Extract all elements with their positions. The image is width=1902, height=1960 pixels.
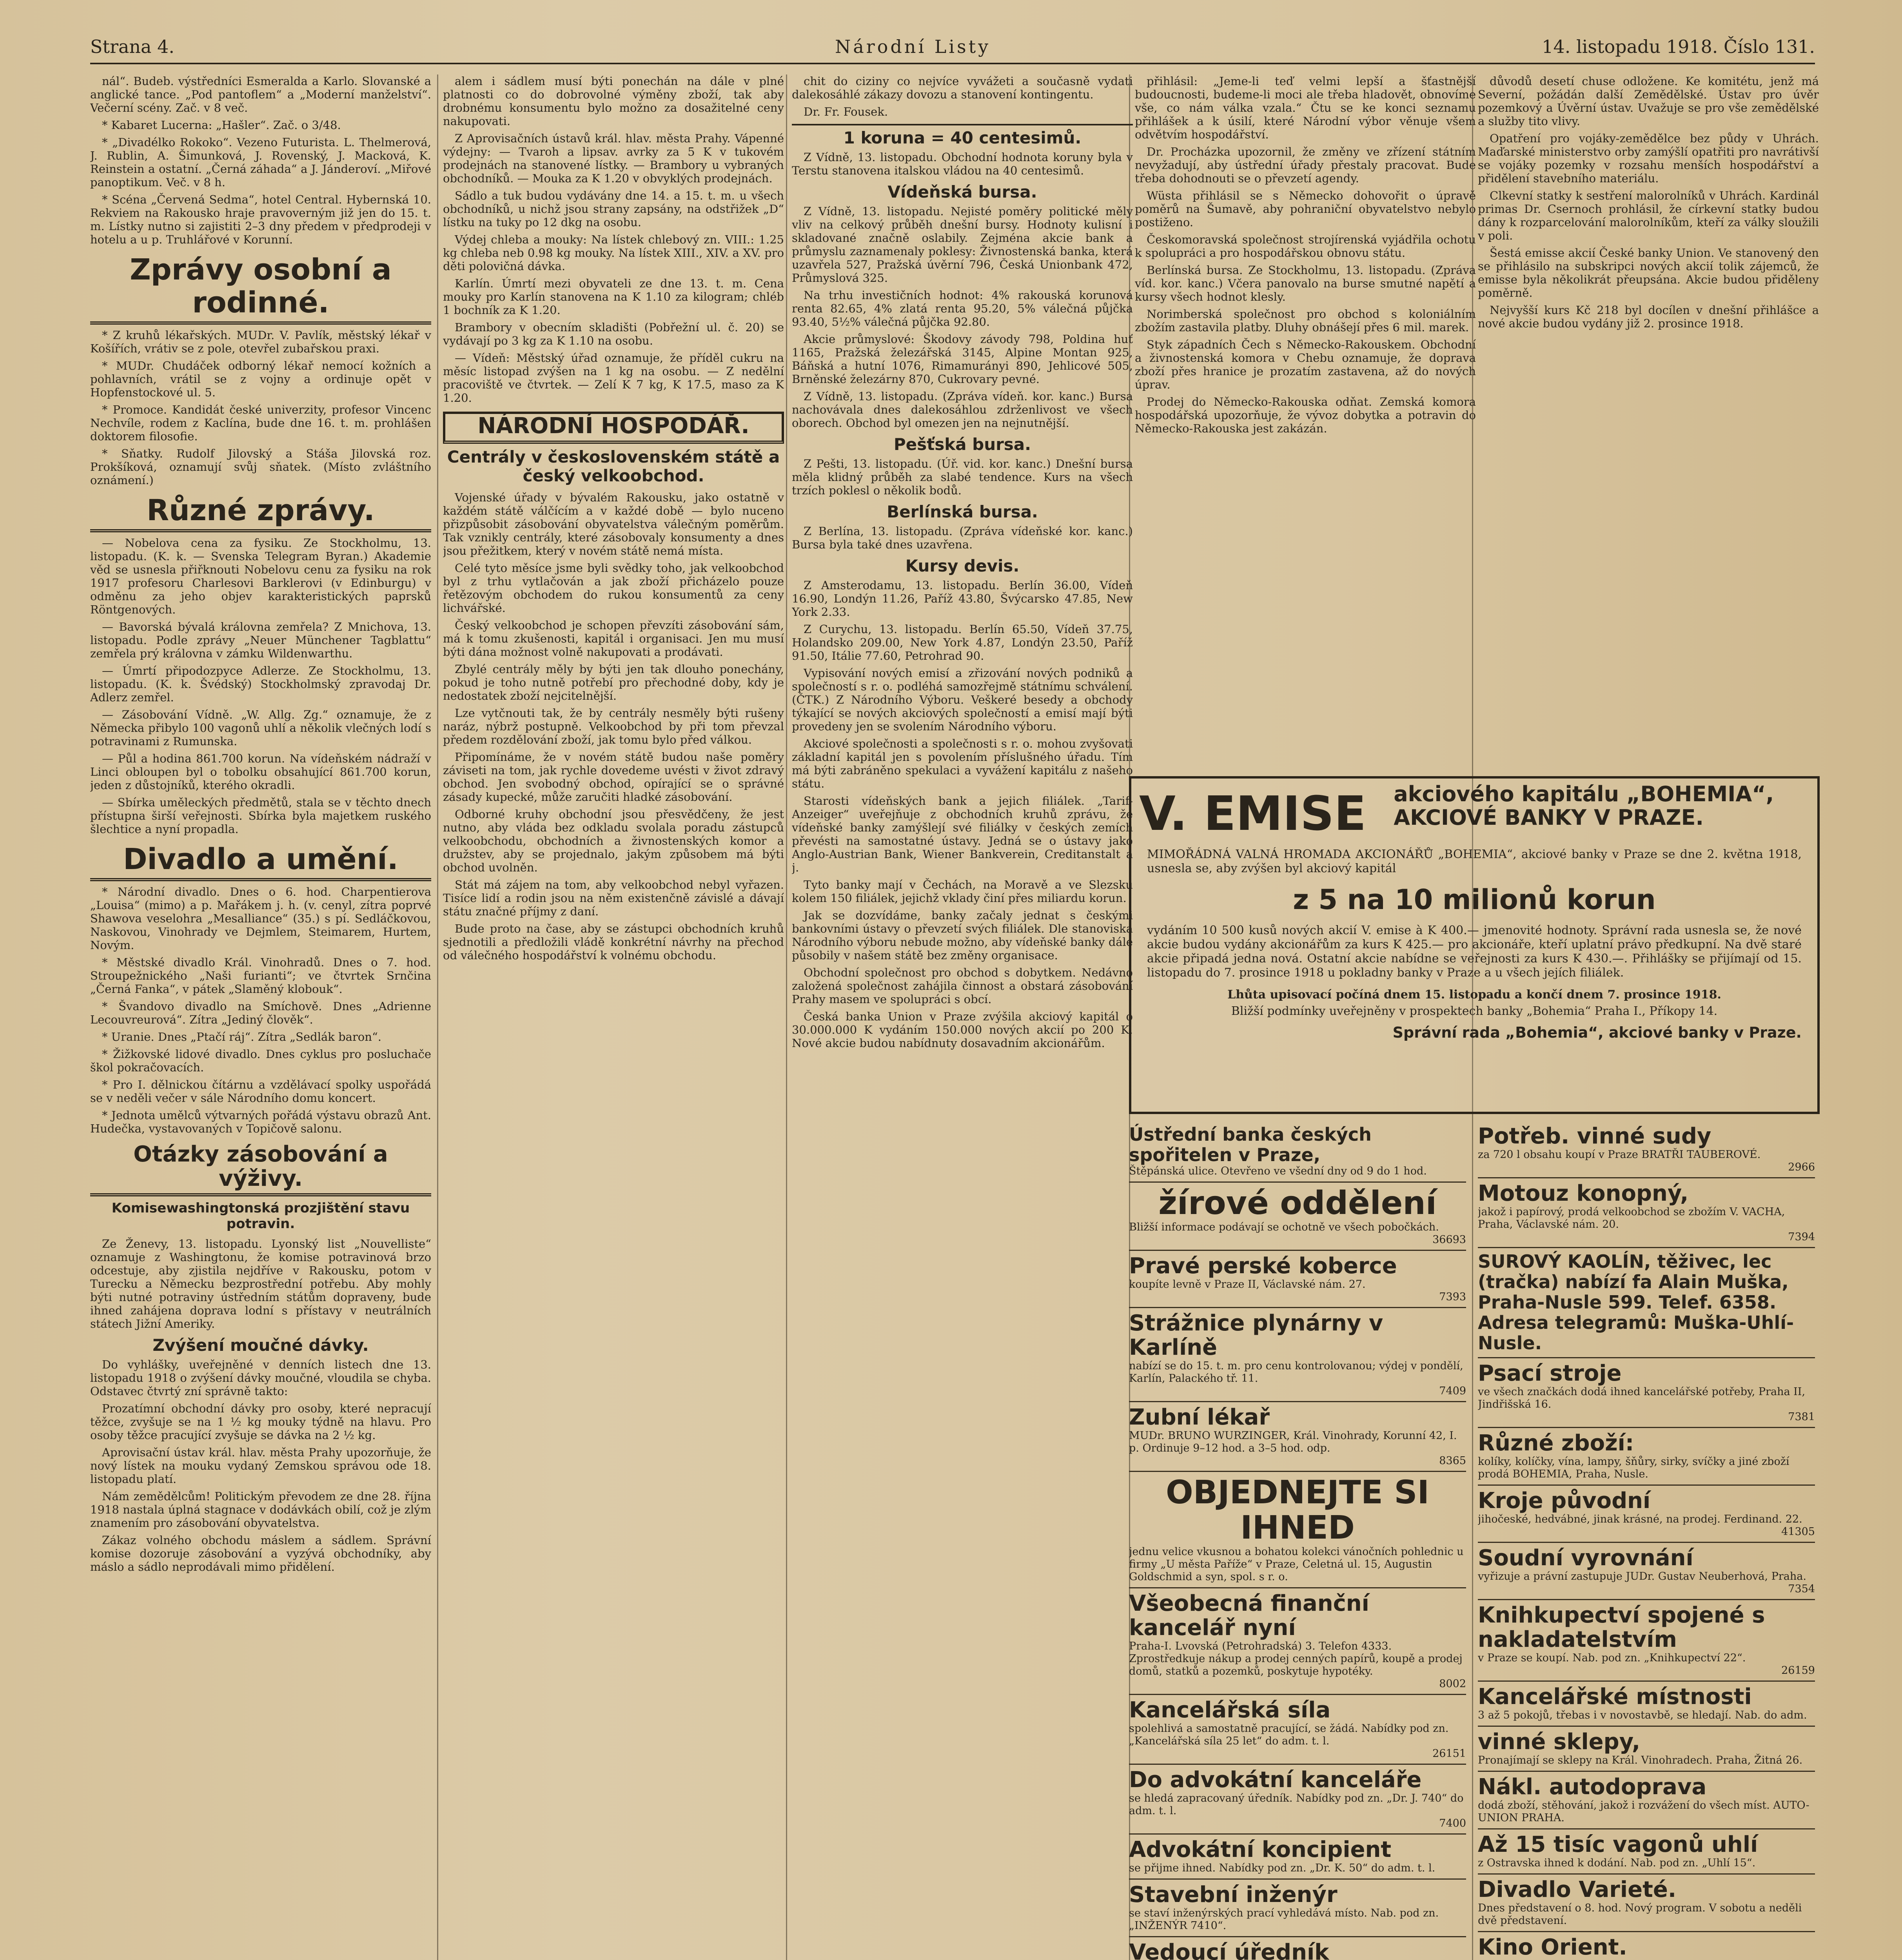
paragraph: Českomoravská společnost strojírenská vyjádřila ochotu k spolupráci a pro hospodářskou obnovu státu. (1135, 233, 1476, 260)
paragraph: chit do ciziny co nejvíce vyvážeti a současně vydati dalekosáhlé zákazy dovozu a stanovení kontingentu. (792, 74, 1133, 101)
berlin-bourse-title: Berlínská bursa. (887, 502, 1038, 521)
emission-amount: z 5 na 10 milionů korun (1293, 884, 1656, 916)
classified-ad (1129, 1880, 1466, 1937)
ad-text: Bližší informace podávají se ochotně ve všech pobočkách. (1129, 1221, 1439, 1233)
paragraph: nál“. Budeb. výstředníci Esmeralda a Karlo. Slovanské a anglické tance. „Pod pantoflem“ a „Moderní manželství“. Večerní scény. Zač. v 8 več. (90, 74, 431, 114)
ad-text: se hledá zapracovaný úředník. Nabídky pod zn. „Dr. J. 740“ do adm. t. l. (1129, 1792, 1464, 1817)
paragraph: Celé tyto měsíce jsme byli svědky toho, jak velkoobchod byl z trhu vytlačován a jak zboží přicházelo pouze řetězovým obchodem do rukou konsumentů za ceny lichvářské. (443, 561, 784, 615)
paragraph: Wüsta přihlásil se s Německo dohovořit o úpravě poměrů na Šumavě, aby pohraniční obyvatelstvo nebylo postiženo. (1135, 189, 1476, 229)
paragraph: Výdej chleba a mouky: Na lístek chlebový zn. VIII.: 1.25 kg chleba neb 0.98 kg mouky. Na lístek XIII., XIV. a XV. pro děti polovičná dávka. (443, 233, 784, 273)
paragraph: — Zásobování Vídně. „W. Allg. Zg.“ oznamuje, že z Německa přibylo 100 vagonů uhlí a několik vlečných lodí s potravinami z Rumunska. (90, 708, 431, 748)
ad-heading: Knihkupectví spojené s nakladatelstvím (1478, 1602, 1765, 1652)
ad-heading: Ústřední banka českých spořitelen v Praze, (1129, 1124, 1372, 1165)
paragraph: Berlínská bursa. Ze Stockholmu, 13. listopadu. (Zpráva víd. kor. kanc.) Včera panovalo na burse smutné napětí a kursy všech hodnot klesly. (1135, 263, 1476, 303)
exchange-rates-title: Kursy devis. (905, 556, 1020, 575)
paragraph: * Švandovo divadlo na Smíchově. Dnes „Adrienne Lecouvreurová“. Zítra „Jediný člověk“. (90, 1000, 431, 1026)
paragraph: Vojenské úřady v bývalém Rakousku, jako ostatně v každém státě válčícím a v každé době — bylo nuceno přizpůsobit zásobování obyvatelstva válečným poměrům. Tak vznikly centrály, které zásobovaly konsumenty a dnes jsou přežitkem, který v novém státě nemá místa. (443, 491, 784, 557)
page-number: Strana 4. (90, 36, 174, 57)
pest-bourse-title: Pešťská bursa. (893, 435, 1031, 454)
column-rule (786, 74, 787, 1960)
ad-heading: OBJEDNEJTE SI IHNED (1165, 1474, 1429, 1546)
ad-text: 3 až 5 pokojů, třebas i v novostavbě, se hledají. Nab. do adm. (1478, 1709, 1807, 1721)
ad-heading: Psací stroje (1478, 1361, 1622, 1386)
paragraph: Dr. Procházka upozornil, že změny ve zřízení státním nevyžadují, aby ústřední úřady přestaly pracovat. Bude třeba dohodnouti se o převzetí agendy. (1135, 145, 1476, 185)
ad-code: 26151 (1432, 1748, 1466, 1760)
paragraph: * „Divadélko Rokoko“. Vezeno Futurista. L. Thelmerová, J. Rublin, A. Šimunková, J. Rovenský, J. Macková, K. Reinstein a ostatní. „Černá záhada“ a J. Jánderoví. „Miřové panoptikum. Več. v 8 h. (90, 136, 431, 189)
ad-text: nabízí se do 15. t. m. pro cenu kontrolovanou; výdej v pondělí, Karlín, Palackého tř. 11. (1129, 1360, 1463, 1385)
paragraph: Odborné kruhy obchodní jsou přesvědčeny, že jest nutno, aby vláda bez odkladu svolala poradu zástupců velkoobchodu, obchodních a živnostenských komor a družstev, aby se projednalo, jakým způsobem má býti obchod uvolněn. (443, 808, 784, 874)
ad-heading: žírové oddělení (1158, 1185, 1437, 1222)
ad-code: 7354 (1788, 1583, 1815, 1595)
emission-info: Bližší podmínky uveřejněny v prospektech banky „Bohemia“ Praha I., Příkopy 14. (1231, 1004, 1718, 1018)
exchange-rates-list (792, 579, 1133, 662)
paragraph: alem i sádlem musí býti ponechán na dále v plné platnosti co do dobrovolné výměny zboží, tak aby drobnému konsumentu bylo možno za dosažitelné ceny nakupovati. (443, 74, 784, 128)
classified-ad (1478, 1543, 1815, 1600)
paragraph: Z Vídně, 13. listopadu. Nejisté poměry politické měly vliv na celkový průběh dnešní bursy. Hodnoty kulisní i skladované značně oslabily. Zejména akcie bank a průmyslu zaznamenaly poklesy: Živnostenská banka, která uzavřela 527, Pražská úvěrní 796, Česká Unionbank 472, Průmyslová 325. (792, 205, 1133, 285)
koruna-list (792, 151, 1133, 177)
ad-text: dodá zboží, stěhování, jakož i rozvážení do všech míst. AUTO-UNION PRAHA. (1478, 1799, 1809, 1824)
classified-ad (1478, 1772, 1815, 1829)
paragraph: * Sňatky. Rudolf Jilovský a Stáša Jilovská roz. Prokšíková, oznamují svůj sňatek. (Místo zvláštního oznámení.) (90, 447, 431, 487)
ad-text: ve všech značkách dodá ihned kancelářské potřeby, Praha II, Jindřišská 16. (1478, 1386, 1806, 1410)
emission-news-list (792, 666, 1133, 1050)
bohemia-emission-ad (1129, 776, 1820, 1114)
aprovisation-list (443, 74, 784, 405)
classified-ad (1478, 1600, 1815, 1682)
col5-news-list (1478, 74, 1819, 330)
misc-news-list (90, 536, 431, 836)
paragraph: Z Curychu, 13. listopadu. Berlín 65.50, Vídeň 37.75, Holandsko 209.00, New York 4.87, Londýn 23.50, Paříž 91.50, Itálie 77.60, Petrohrad 90. (792, 622, 1133, 662)
paragraph: Stát má zájem na tom, aby velkoobchod nebyl vyřazen. Tisíce lidí a rodin jsou na něm existenčně závislé a dávají státu značné příjmy z daní. (443, 878, 784, 918)
paragraph: — Vídeň: Městský úřad oznamuje, že příděl cukru na měsíc listopad zvýšen na 1 kg na osobu. — Z nedělní pracoviště ve čtvrtek. — Zelí K 7 kg, K 17.5, maso za K 1.20. (443, 351, 784, 405)
paragraph: Česká banka Union v Praze zvýšila akciový kapitál o 30.000.000 K vydáním 150.000 nových akcií po 200 K. Nové akcie budou nabídnuty dosavadním akcionářům. (792, 1010, 1133, 1050)
section-title-economy: NÁRODNÍ HOSPODÁŘ. (443, 412, 784, 444)
ad-heading: Kancelářské místnosti (1478, 1684, 1752, 1710)
paragraph: * MUDr. Chudáček odborný lékař nemocí kožních a pohlavních, vrátil se z vojny a ordinuje opět v Hopfenstockové ul. 5. (90, 359, 431, 399)
classified-ad (1129, 1402, 1466, 1472)
emission-headline: V. EMISE (1139, 787, 1367, 841)
emission-subline-1: akciového kapitálu „BOHEMIA“, (1394, 782, 1774, 806)
paragraph: — Nobelova cena za fysiku. Ze Stockholmu, 13. listopadu. (K. k. — Svenska Telegram Byran.) Akademie věd se usnesla přiřknouti Nobelovu cenu za fysiku na rok 1917 profesoru Charlesovi Barklerovi (v Edinburgu) v odměnu za jeho objev karakteristických paprsků Röntgenových. (90, 536, 431, 616)
paragraph: * Scéna „Červená Sedma“, hotel Central. Hybernská 10. Rekviem na Rakousko hraje pravoverným již jen do 15. t. m. Lístky nutno si zajistiti 2–3 dny předem v předprodeji v hotelu a u p. Truhlářové v Korunní. (90, 193, 431, 246)
classified-ad (1129, 1765, 1466, 1835)
classified-ad (1478, 1121, 1815, 1178)
ad-heading: Motouz konopný, (1478, 1181, 1689, 1206)
paragraph: Z Pešti, 13. listopadu. (Úř. vid. kor. kanc.) Dnešní bursa měla klidný průběh za slabé tendence. Kurs na všech trzích poklesl o několik bodů. (792, 457, 1133, 497)
paragraph: Jak se dozvídáme, banky začaly jednat s českými bankovními ústavy o převzetí svých filiálek. Dle stanoviska Národního výboru nebude možno, aby vídeňské banky dále působily v našem státě bez změny organisace. (792, 909, 1133, 962)
ad-heading: Kino Orient. (1478, 1935, 1627, 1960)
paragraph: Akcie průmyslové: Škodovy závody 798, Poldina huť 1165, Pražská železářská 3145, Alpine Montan 925, Báňská a hutní 1076, Rimamurányi 890, Jehlicové 505, Brněnské železárny 870, Cukrovary pevné. (792, 332, 1133, 386)
paragraph: * Pro I. dělnickou čítárnu a vzdělávací spolky uspořádá se v neděli večer v sále Národního domu koncert. (90, 1078, 431, 1105)
paragraph: — Sbírka uměleckých předmětů, stala se v těchto dnech přístupna širší veřejnosti. Sbírka byla majetkem ruského šlechtice a nyní propadla. (90, 796, 431, 836)
ad-text: Štěpánská ulice. Otevřeno ve všední dny od 9 do 1 hod. (1129, 1165, 1427, 1177)
classified-ad (1129, 1251, 1466, 1308)
ad-heading: Nákl. autodoprava (1478, 1774, 1707, 1800)
paragraph: Český velkoobchod je schopen převzíti zásobování sám, má k tomu zkušenosti, kapitál i organisaci. Jen mu musí býti dána možnost volně nakupovati a prodávati. (443, 619, 784, 659)
paragraph: Styk západních Čech s Německo-Rakouskem. Obchodní a živnostenská komora v Chebu oznamuje, že doprava zboží přes hranice je prozatím zastavena, až do nových úprav. (1135, 338, 1476, 391)
column-2 (443, 74, 784, 1960)
ad-heading: Všeobecná finanční kancelář nyní (1129, 1591, 1369, 1641)
vienna-bourse-list (792, 205, 1133, 430)
column-3 (792, 74, 1133, 1960)
paragraph: Z Vídně, 13. listopadu. Obchodní hodnota koruny byla v Terstu stanovena italskou vládou na 40 centesimů. (792, 151, 1133, 177)
emission-text-1: MIMOŘÁDNÁ VALNÁ HROMADA AKCIONÁŘŮ „BOHEMIA“, akciové banky v Praze se dne 2. května 1918, usnesla se, aby zvýšen byl akciový kapitál (1147, 848, 1802, 875)
classifieds-right (1478, 1121, 1815, 1960)
paragraph: Do vyhlášky, uveřejněné v denních listech dne 13. listopadu 1918 o zvýšení dávky moučné, vloudila se chyba. Odstavec čtvrtý zní správně takto: (90, 1358, 431, 1398)
ad-heading: Až 15 tisíc vagonů uhlí (1478, 1832, 1758, 1857)
paragraph: * Jednota umělců výtvarných pořádá výstavu obrazů Ant. Hudečka, vystavovaných v Topičově salonu. (90, 1109, 431, 1135)
page-header (90, 27, 1815, 64)
ad-text: koupíte levně v Praze II, Václavské nám. 27. (1129, 1278, 1366, 1290)
column-5 (1478, 74, 1819, 780)
paragraph: Lze vytčnouti tak, že by centrály nesměly býti rušeny naráz, nýbrž postupně. Velkoobchod by při tom převzal předem rozdělování zboží, jak tomu bylo před válkou. (443, 706, 784, 746)
emission-text-2: vydáním 10 500 kusů nových akcií V. emise à K 400.— jmenovité hodnoty. Správní rada usnesla se, že nové akcie budou vydány akcionářům za kurs K 425.— pro akcionáře, kteří uplatní právo předkupní. Na dvě staré akcie připadá jedna nová. Ostatní akcie nabídne se veřejnosti za kurs K 430.—. Přihlášky se přijímají od 15. listopadu do 7. prosince 1918 u pokladny banky v Praze a u všech jejích filiálek. (1147, 924, 1802, 980)
classified-ad (1129, 1937, 1466, 1960)
classified-ad (1478, 1727, 1815, 1772)
ad-text: MUDr. BRUNO WURZINGER, Král. Vinohrady, Korunní 42, I. p. Ordinuje 9–12 hod. a 3–5 hod. odp. (1129, 1430, 1457, 1454)
paragraph: důvodů desetí chuse odložene. Ke komitétu, jenž má Severní, požádán další Zemědělské. Ústav pro úvěr pozemkový a Úvěrní ústav. Uvažuje se pro vše zemědělské a služby tito vlivy. (1478, 74, 1819, 128)
ad-code: 36693 (1432, 1234, 1466, 1246)
economy-article (443, 491, 784, 962)
ad-text: vyřizuje a právní zastupuje JUDr. Gustav Neuberhová, Praha. (1478, 1570, 1806, 1583)
ad-heading: vinné sklepy, (1478, 1729, 1641, 1755)
paragraph: Z Amsterodamu, 13. listopadu. Berlín 36.00, Vídeň 16.90, Londýn 11.26, Paříž 43.80, Švýcarsko 47.85, New York 2.33. (792, 579, 1133, 619)
paragraph: přihlásil: „Jeme-li teď velmi lepší a šťastnější budoucnosti, budeme-li moci ale třeba hladovět, obnovíme vše, co nám válka vzala.“ Čtu se ke konci seznamu přihlášek a k úsilí, které Národní výbor věnuje všem odvětvím hospodářství. (1135, 74, 1476, 141)
ad-text: spolehlivá a samostatně pracující, se žádá. Nabídky pod zn. „Kancelářská síla 25 let“ do adm. t. l. (1129, 1722, 1449, 1747)
paragraph: — Úmrtí připodozpyce Adlerze. Ze Stockholmu, 13. listopadu. (K. k. Švédský) Stockholmský zpravodaj Dr. Adlerz zemřel. (90, 664, 431, 704)
ad-code: 7394 (1788, 1231, 1815, 1243)
koruna-title: 1 koruna = 40 centesimů. (792, 124, 1133, 147)
classified-ad (1129, 1835, 1466, 1880)
col4-news-list (1135, 74, 1476, 435)
paragraph: Nejvyšší kurs Kč 218 byl docílen v dnešní přihlášce a nové akcie budou vydány již 2. prosince 1918. (1478, 303, 1819, 330)
ad-text: kolíky, kolíčky, vína, lampy, šňůry, sirky, svíčky a jiné zboží prodá BOHEMIA, Praha, Nusle. (1478, 1455, 1789, 1480)
paragraph: Akciové společnosti a společnosti s r. o. mohou zvyšovati základní kapitál jen s povolením příslušného úřadu. Tím má býti zabráněno spekulaci a vyvážení kapitálu z našeho státu. (792, 737, 1133, 790)
ad-heading: Stavební inženýr (1129, 1882, 1338, 1907)
ad-text: se přijme ihned. Nabídky pod zn. „Dr. K. 50“ do adm. t. l. (1129, 1862, 1436, 1874)
column-1 (90, 74, 431, 1960)
berlin-bourse-list (792, 524, 1133, 551)
ad-code: 7381 (1788, 1411, 1815, 1423)
paragraph: Starosti vídeňských bank a jejich filiálek. „Tarif-Anzeiger“ uveřejňuje z obchodních kruhů zprávu, že vídeňské banky zamýšlejí své filiálky v českých zemích převésti na samostatné ústavy. Jedná se o ústavy jako Anglo-Austrian Bank, Wiener Bankverein, Creditanstalt a j. (792, 794, 1133, 874)
paragraph: * Uranie. Dnes „Ptačí ráj“. Zítra „Sedlák baron“. (102, 1030, 381, 1044)
paragraph: — Bavorská bývalá královna zemřela? Z Mnichova, 13. listopadu. Podle zprávy „Neuer Münchener Tagblattu“ zemřela prý královna v zámku Wildenwarthu. (90, 620, 431, 660)
paragraph: * Národní divadlo. Dnes o 6. hod. Charpentierova „Louisa“ (mimo) a p. Mařákem j. h. (v. cenyl, zítra poprvé Shawova veselohra „Mesalliance“ (35.) s pí. Sedláčkovou, Naskovou, Vinohrady ve Dejmlem, Steimarem, Hurtem, Novým. (90, 885, 431, 952)
classified-ad (1478, 1932, 1815, 1960)
ad-heading: Různé zboží: (1478, 1430, 1634, 1456)
ad-heading: Potřeb. vinné sudy (1478, 1123, 1711, 1149)
section-title-misc: Různé zprávy. (90, 494, 431, 532)
paragraph: Z Vídně, 13. listopadu. (Zpráva vídeň. kor. kanc.) Bursa nachovávala dnes dalekosáhlou zdrženlivost ve všech oborech. Obchod byl omezen jen na nejnutnější. (792, 390, 1133, 430)
theatre-list (90, 885, 431, 1135)
paragraph: Obchodní společnost pro obchod s dobytkem. Nedávno založená společnost zahájila činnost a obstará zásobování Prahy masem ve spolupráci s obcí. (792, 966, 1133, 1006)
paragraph: * Z kruhů lékařských. MUDr. V. Pavlík, městský lékař v Košířích, vrátiv se z pole, otevřel zubařskou praxi. (90, 328, 431, 355)
ad-text: Praha-I. Lvovská (Petrohradská) 3. Telefon 4333. Zprostředkuje nákup a prodej cenných papírů, koupě a prodej domů, statků a pozemků, poskytuje hypotéky. (1129, 1640, 1463, 1677)
paragraph: * Kabaret Lucerna: „Hašler“. Zač. o 3/48. (102, 118, 341, 132)
ad-code: 7400 (1439, 1817, 1466, 1829)
ad-heading: Advokátní koncipient (1129, 1837, 1392, 1862)
emission-signature: Správní rada „Bohemia“, akciové banky v Praze. (1392, 1024, 1802, 1041)
classified-ad (1478, 1178, 1815, 1248)
paragraph: Brambory v obecním skladišti (Pobřežní ul. č. 20) se vydávají po 3 kg za K 1.10 na osobu. (443, 321, 784, 347)
paragraph: Aprovisační ústav král. hlav. města Prahy upozorňuje, že nový lístek na mouku vydaný Zemskou správou ode 18. listopadu platí. (90, 1446, 431, 1486)
ad-text: za 720 l obsahu koupí v Praze BRATŘI TAUBEROVÉ. (1478, 1149, 1761, 1161)
classified-ad (1478, 1682, 1815, 1727)
paragraph: — Půl a hodina 861.700 korun. Na vídeňském nádraží v Linci obloupen byl o tobolku obsahující 861.700 korun, jeden z důstojníků, kterého okradli. (90, 752, 431, 792)
classified-ad (1129, 1472, 1466, 1588)
section-title-personal: Zprávy osobní a rodinné. (90, 253, 431, 325)
paragraph: Prodej do Německo-Rakouska odňat. Zemská komora hospodářská upozorňuje, že vývoz dobytka a potravin do Německo-Rakouska jest zakázán. (1135, 395, 1476, 435)
paragraph: Dr. Fr. Fousek. (804, 105, 888, 118)
flour-ration-list (90, 1358, 431, 1573)
paragraph: Norimberská společnost pro obchod s koloniálním zbožím zastavila platby. Dluhy obnášejí přes 6 mil. marek. (1135, 307, 1476, 334)
classified-ad (1478, 1486, 1815, 1543)
ad-code: 7393 (1439, 1291, 1466, 1303)
masthead: Národní Listy (835, 36, 991, 57)
classified-ad (1478, 1428, 1815, 1486)
paragraph: Připomínáme, že v novém státě budou naše poměry záviseti na tom, jak rychle dovedeme uvésti v život zdravý obchod. Jen svobodný obchod, opírající se o správné zásady kupecké, může zaručiti hladké zásobování. (443, 750, 784, 804)
classified-ad (1478, 1358, 1815, 1428)
economy-continued (792, 74, 1133, 118)
ad-text: v Praze se koupí. Nab. pod zn. „Knihkupectví 22“. (1478, 1652, 1746, 1664)
paragraph: * Promoce. Kandidát české univerzity, profesor Vincenc Nechvíle, rodem z Kaclína, bude dne 16. t. m. prohlášen doktorem filosofie. (90, 403, 431, 443)
paragraph: Z Aprovisačních ústavů král. hlav. města Prahy. Vápenné výdejny: — Tvaroh a lipsav. avrky za 5 K v tukovém prodejnách na stanovené lístky. — Brambory u vybraných obchodníků. — Mouka za K 1.20 v obvyklých prodejnách. (443, 132, 784, 185)
section-title-theatre: Divadlo a umění. (90, 843, 431, 881)
vienna-bourse-title: Vídeňská bursa. (887, 182, 1037, 201)
paragraph: Šestá emisse akcií České banky Union. Ve stanovený den se přihlásilo na subskripci nových akcií tolik zájemců, že emisse byla několikrát přeupsána. Akcie budou přiděleny poměrně. (1478, 246, 1819, 299)
program-list (90, 74, 431, 246)
paragraph: Tyto banky mají v Čechách, na Moravě a ve Slezsku kolem 150 filiálek, jejichž vklady činí přes miliardu korun. (792, 878, 1133, 905)
supply-subtitle: Komisewashingtonská prozjištění stavu potravin. (111, 1200, 410, 1232)
ad-heading: Strážnice plynárny v Karlíně (1129, 1310, 1383, 1360)
classified-ad (1129, 1183, 1466, 1251)
section-title-supply: Otázky zásobování a výživy. (90, 1142, 431, 1196)
paragraph: Zákaz volného obchodu máslem a sádlem. Správní komise dozoruje zásobování a vyzývá obchodníky, aby máslo a sádlo neprodávali mimo přidělení. (90, 1534, 431, 1573)
paragraph: Bude proto na čase, aby se zástupci obchodních kruhů sjednotili a předložili vládě konkrétní návrhy na přechod od válečného hospodářství k volnému obchodu. (443, 922, 784, 962)
economy-subtitle: Centrály v československém státě a český velkoobchod. (447, 447, 780, 485)
paragraph: Clkevní statky k sestření malorolníků v Uhrách. Kardinál primas Dr. Csernoch prohlásil, že církevní statky budou dány k rozparcelování malorolníkům, kteří za války sloužili v poli. (1478, 189, 1819, 242)
paragraph: Sádlo a tuk budou vydávány dne 14. a 15. t. m. u všech obchodníků, u nichž jsou strany zapsány, na odstřižek „D“ lístku na tuky po 12 dkg na osobu. (443, 189, 784, 229)
paragraph: * Žižkovské lidové divadlo. Dnes cyklus pro posluchače škol pokračovacích. (90, 1047, 431, 1074)
ad-text: Dnes představení o 8. hod. Nový program. V sobotu a neděli dvě představení. (1478, 1902, 1802, 1927)
emission-dates: Lhůta upisovací počíná dnem 15. listopadu a končí dnem 7. prosince 1918. (1227, 988, 1721, 1002)
column-4 (1135, 74, 1476, 780)
paragraph: Prozatímní obchodní dávky pro osoby, které nepracují těžce, zvyšuje se na 1 ½ kg mouky týdně na hlavu. Pro osoby těžce pracující zvyšuje se dávka na 2 ½ kg. (90, 1402, 431, 1442)
supply-list (90, 1237, 431, 1330)
paragraph: Karlín. Úmrtí mezi obyvateli ze dne 13. t. m. Cena mouky pro Karlín stanovena na K 1.10 za kilogram; chléb 1 bochník za K 1.20. (443, 277, 784, 317)
ad-code: 7409 (1439, 1385, 1466, 1397)
ad-heading: Soudní vyrovnání (1478, 1545, 1693, 1571)
classified-ad (1478, 1248, 1815, 1358)
ad-heading: Vedoucí úředník (1129, 1940, 1329, 1960)
ad-code: 8002 (1439, 1678, 1466, 1690)
classified-ad (1129, 1121, 1466, 1183)
ad-code: 41305 (1781, 1526, 1815, 1538)
ad-code: 26159 (1781, 1664, 1815, 1677)
ad-heading: SUROVÝ KAOLÍN, těživec, lec (tračka) nabízí fa Alain Muška, Praha-Nusle 599. Telef. 6358. Adresa telegramů: Muška-Uhlí-Nusle. (1478, 1251, 1794, 1354)
paragraph: Z Berlína, 13. listopadu. (Zpráva vídeňské kor. kanc.) Bursa byla také dnes uzavřena. (792, 524, 1133, 551)
ad-heading: Kroje původní (1478, 1488, 1651, 1514)
ad-heading: Divadlo Varieté. (1478, 1877, 1677, 1902)
classified-ad (1129, 1308, 1466, 1402)
paragraph: * Městské divadlo Král. Vinohradů. Dnes o 7. hod. Stroupežnického „Naši furianti“; ve čtvrtek Srnčina „Černá Fanka“, v pátek „Slaměný klobouk“. (90, 956, 431, 996)
ad-heading: Kancelářská síla (1129, 1697, 1331, 1723)
ad-text: jihočeské, hedvábné, jinak krásné, na prodej. Ferdinand. 22. (1478, 1513, 1802, 1525)
classified-ad (1478, 1875, 1815, 1932)
ad-text: se staví inženýrských prací vyhledává místo. Nab. pod zn. „INŽENÝR 7410“. (1129, 1907, 1439, 1932)
ad-text: Pronajímají se sklepy na Král. Vinohradech. Praha, Žitná 26. (1478, 1754, 1803, 1766)
ad-text: jednu velice vkusnou a bohatou kolekci vánočních pohlednic u firmy „U města Paříže“ v Praze, Celetná ul. 15, Augustin Goldschmid a syn, spol. s r. o. (1129, 1546, 1464, 1583)
issue-date: 14. listopadu 1918. Číslo 131. (1542, 36, 1815, 57)
paragraph: Na trhu investičních hodnot: 4% rakouská korunová renta 82.65, 4% zlatá renta 95.20, 5% válečná půjčka 93.40, 5½% válečná půjčka 92.80. (792, 289, 1133, 328)
ad-code: 2966 (1788, 1161, 1815, 1173)
paragraph: Zbylé centrály měly by býti jen tak dlouho ponechány, pokud je toho nutně potřebí pro přechodné doby, kdy je nedostatek zboží nejcitelnější. (443, 662, 784, 702)
paragraph: Ze Ženevy, 13. listopadu. Lyonský list „Nouvelliste“ oznamuje z Washingtonu, že komise potravinová brzo odcestuje, aby zjistila nejdříve v Rakousku, potom v Turecku a Německu bezprostřední potřebu. Aby mohly býti nutné potraviny ústředním státům dopraveny, bude ihned zahájena doprava lodní s přístavy v neutrálních státech Jižní Ameriky. (90, 1237, 431, 1330)
classified-ad (1478, 1829, 1815, 1875)
classified-ad (1129, 1695, 1466, 1765)
classified-ad (1129, 1588, 1466, 1695)
ad-heading: Zubní lékař (1129, 1405, 1270, 1430)
ad-code: 8365 (1439, 1455, 1466, 1467)
classifieds-left (1129, 1121, 1466, 1960)
ad-heading: Do advokátní kanceláře (1129, 1767, 1422, 1793)
paragraph: Nám zemědělcům! Politickým převodem ze dne 28. října 1918 nastala úplná stagnace v dodávkách obilí, což je zlým znamením pro zásobování obyvatelstva. (90, 1490, 431, 1530)
ad-text: jakož i papírový, prodá velkoobchod se zbožím V. VACHA, Praha, Václavské nám. 20. (1478, 1206, 1785, 1230)
flour-ration-title: Zvýšení moučné dávky. (152, 1336, 369, 1355)
paragraph: Opatření pro vojáky-zemědělce bez půdy v Uhrách. Maďarské ministerstvo orby zamýšlí opatřiti pro navrátivší se vojáky pozemky v rozsahu menších hospodářství a přidělení stavebního materiálu. (1478, 132, 1819, 185)
emission-subline-2: AKCIOVÉ BANKY V PRAZE. (1394, 805, 1704, 830)
ad-text: z Ostravska ihned k dodání. Nab. pod zn. „Uhlí 15“. (1478, 1857, 1756, 1869)
ad-heading: Pravé perské koberce (1129, 1253, 1397, 1279)
paragraph: Vypisování nových emisí a zřizování nových podniků a společností s r. o. podléhá samozřejmě státnímu schválení. (ČTK.) Z Národního Výboru. Veškeré besedy a obchody týkající se nových akciových společností a emisí mají býti provedeny jen se svolením Národního výboru. (792, 666, 1133, 733)
pest-bourse-list (792, 457, 1133, 497)
column-rule (437, 74, 438, 1960)
personal-news-list (90, 328, 431, 487)
